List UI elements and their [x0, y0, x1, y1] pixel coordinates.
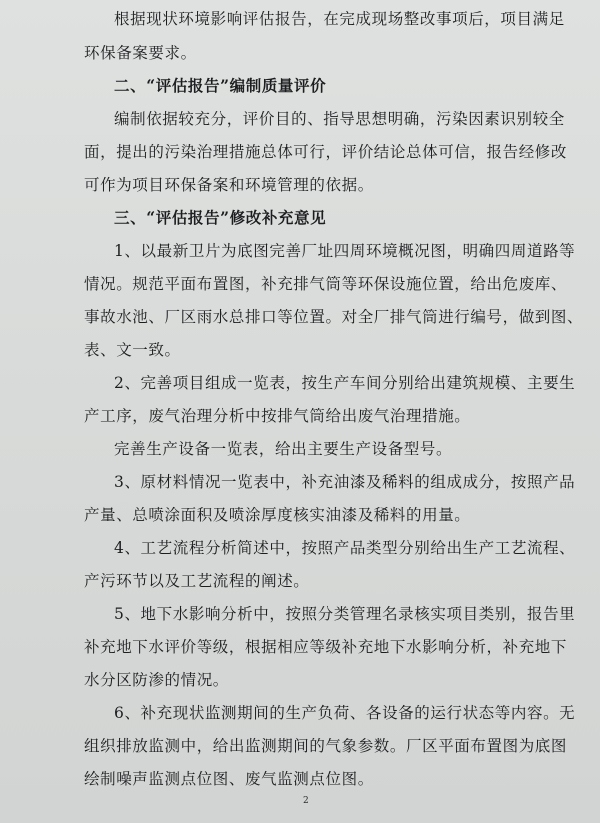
paragraph-line: 情况。规范平面布置图，补充排气筒等环保设施位置，给出危废库、 [84, 275, 568, 293]
paragraph-line: 事故水池、厂区雨水总排口等位置。对全厂排气筒进行编号，做到图、 [84, 308, 584, 326]
section-heading: 二、“评估报告”编制质量评价 [114, 76, 327, 95]
paragraph-line: 编制依据较充分，评价目的、指导思想明确，污染因素识别较全 [114, 110, 565, 128]
paragraph-line: 可作为项目环保备案和环境管理的依据。 [84, 176, 374, 194]
paragraph-line: 5、地下水影响分析中，按照分类管理名录核实项目类别，报告里 [114, 605, 576, 623]
section-heading: 三、“评估报告”修改补充意见 [114, 208, 327, 227]
page-number: 2 [303, 796, 309, 806]
paragraph-line: 产量、总喷涂面积及喷涂厚度核实油漆及稀料的用量。 [84, 506, 471, 524]
paragraph-line: 6、补充现状监测期间的生产负荷、各设备的运行状态等内容。无 [114, 704, 576, 722]
paragraph-line: 3、原材料情况一览表中，补充油漆及稀料的组成成分，按照产品 [114, 473, 576, 491]
paragraph-line: 产污环节以及工艺流程的阐述。 [84, 572, 310, 590]
paragraph-line: 2、完善项目组成一览表，按生产车间分别给出建筑规模、主要生 [114, 374, 576, 392]
paragraph-line: 1、以最新卫片为底图完善厂址四周环境概况图，明确四周道路等 [114, 242, 576, 260]
paragraph-line: 表、文一致。 [84, 341, 181, 359]
paragraph-line: 环保备案要求。 [84, 44, 197, 62]
paragraph-line: 4、工艺流程分析简述中，按照产品类型分别给出生产工艺流程、 [114, 539, 576, 557]
paragraph-line: 根据现状环境影响评估报告，在完成现场整改事项后，项目满足 [114, 10, 565, 28]
paragraph-line: 组织排放监测中，给出监测期间的气象参数。厂区平面布置图为底图 [84, 737, 568, 755]
paragraph-line: 绘制噪声监测点位图、废气监测点位图。 [84, 770, 374, 788]
paragraph-line: 完善生产设备一览表，给出主要生产设备型号。 [114, 440, 453, 458]
paragraph-line: 水分区防渗的情况。 [84, 671, 229, 689]
paragraph-line: 产工序，废气治理分析中按排气筒给出废气治理措施。 [84, 407, 471, 425]
paragraph-line: 面，提出的污染治理措施总体可行，评价结论总体可信，报告经修改 [84, 143, 568, 161]
paragraph-line: 补充地下水评价等级，根据相应等级补充地下水影响分析，补充地下 [84, 638, 568, 656]
